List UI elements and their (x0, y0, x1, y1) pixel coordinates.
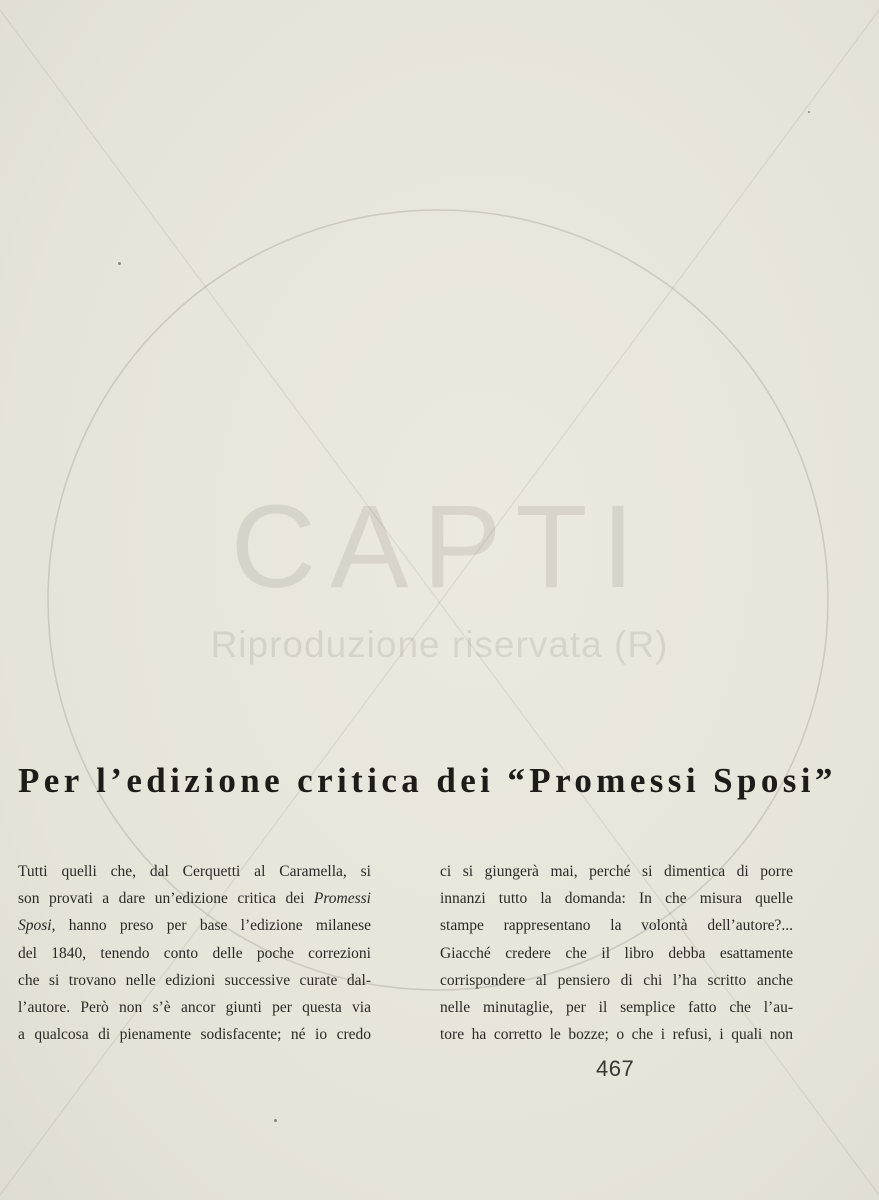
text-line: l’autore. Però non s’è ancor giunti per questa via (18, 998, 371, 1016)
text-line: nelle minutaglie, per il semplice fatto che l’au- (440, 998, 793, 1016)
text-line: a qualcosa di pienamente sodisfacente; né io credo (18, 1026, 371, 1044)
page-number: 467 (596, 1056, 635, 1081)
text-line: tore ha corretto le bozze; o che i refusi, i quali non (440, 1026, 793, 1044)
text-line: stampe rappresentano la volontà dell’autore?... (440, 917, 793, 935)
text-line: innanzi tutto la domanda: In che misura quelle (440, 890, 793, 908)
article-title: Per l’edizione critica dei “Promessi Sposi” (18, 761, 837, 800)
watermark-logo: CAPTI (230, 481, 649, 613)
text-line: ci si giungerà mai, perché si dimentica di porre (440, 863, 793, 880)
text-line: corrispondere al pensiero di chi l’ha scritto anche (440, 971, 793, 989)
paper-speck (808, 111, 810, 113)
paper-speck (274, 1119, 277, 1122)
text-column-right (440, 858, 793, 1048)
text-line: del 1840, tenendo conto delle poche correzioni (18, 944, 371, 962)
text-line: che si trovano nelle edizioni successive curate dal- (18, 971, 371, 989)
text-line: Giacché credere che il libro debba esattamente (440, 944, 793, 962)
paper-speck (118, 262, 121, 265)
text-line: Sposi, hanno preso per base l’edizione milanese (18, 917, 371, 935)
watermark-subtitle: Riproduzione riservata (R) (210, 624, 669, 665)
text-column-left (18, 858, 371, 1048)
text-line: Tutti quelli che, dal Cerquetti al Caramella, si (18, 863, 371, 880)
text-line: son provati a dare un’edizione critica dei Promessi (18, 890, 371, 908)
